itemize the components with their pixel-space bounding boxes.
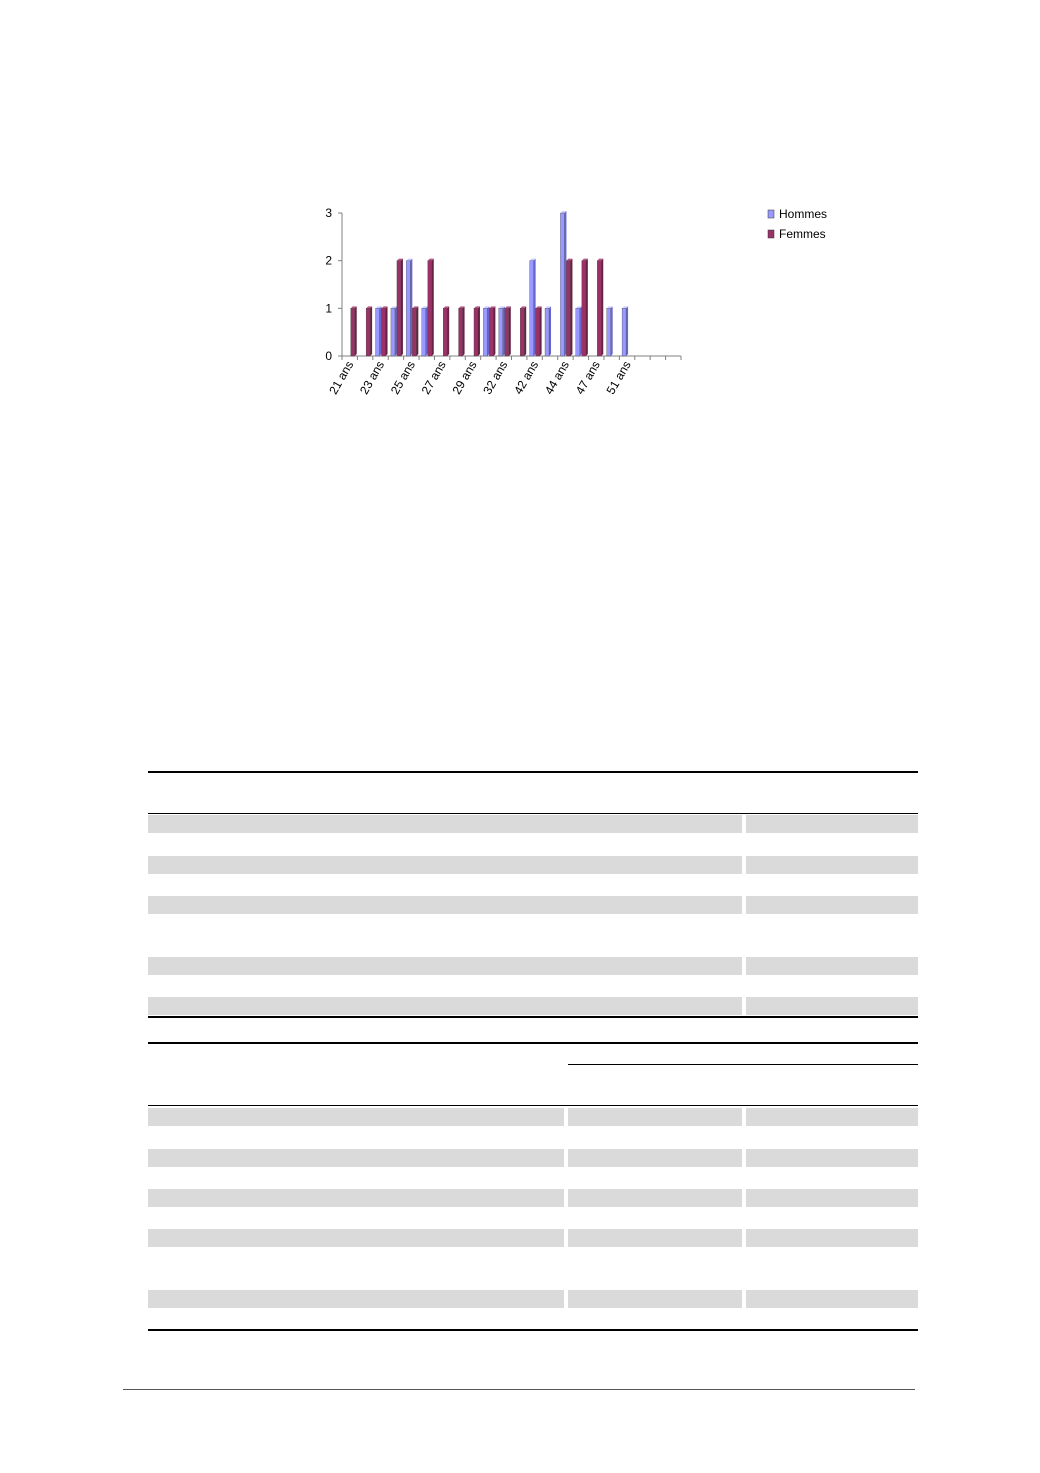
- x-tick-label: 27 ans: [418, 358, 449, 397]
- table-2-top-rule: [148, 1042, 918, 1044]
- table-row: [148, 997, 918, 1015]
- bar-femmes: [520, 308, 524, 356]
- bar-femmes: [597, 261, 601, 356]
- footer-rule: [123, 1389, 915, 1390]
- x-tick-label: 51 ans: [603, 358, 634, 397]
- table-row: [148, 1189, 918, 1207]
- bar-side: [447, 306, 449, 356]
- column-gap: [742, 957, 746, 975]
- column-gap: [742, 1108, 746, 1126]
- bar-femmes: [459, 308, 463, 356]
- bar-side: [509, 306, 511, 356]
- column-gap: [742, 1189, 746, 1207]
- bar-side: [580, 306, 582, 356]
- column-gap: [742, 856, 746, 874]
- table-row: [148, 1229, 918, 1247]
- bar-femmes: [412, 308, 416, 356]
- table-row: [148, 1149, 918, 1167]
- bar-hommes: [576, 308, 580, 356]
- bar-femmes: [382, 308, 386, 356]
- table-2-header-rule: [148, 1105, 918, 1106]
- age-distribution-chart: [300, 195, 860, 435]
- bar-femmes: [536, 308, 540, 356]
- table-1-bottom-rule: [148, 1016, 918, 1018]
- bar-hommes: [422, 308, 426, 356]
- bar-hommes: [499, 308, 503, 356]
- table-row: [148, 896, 918, 914]
- bar-side: [386, 306, 388, 356]
- table-2-bottom-rule: [148, 1329, 918, 1331]
- legend-swatch: [768, 230, 774, 238]
- y-tick-label: 2: [325, 253, 332, 268]
- bar-side: [395, 306, 397, 356]
- bar-hommes: [607, 308, 611, 356]
- table-row: [148, 815, 918, 833]
- bar-side: [416, 306, 418, 356]
- x-tick-label: 47 ans: [572, 358, 603, 397]
- bar-side: [478, 306, 480, 356]
- bar-femmes: [428, 261, 432, 356]
- bar-femmes: [505, 308, 509, 356]
- x-tick-label: 42 ans: [511, 358, 542, 397]
- bar-hommes: [560, 213, 564, 356]
- bar-side: [426, 306, 428, 356]
- y-tick-label: 1: [325, 301, 332, 316]
- bar-femmes: [474, 308, 478, 356]
- bar-hommes: [391, 308, 395, 356]
- column-gap: [564, 1108, 568, 1126]
- table-row: [148, 1108, 918, 1126]
- bar-side: [564, 211, 566, 356]
- bar-hommes: [622, 308, 626, 356]
- chart-svg: [300, 195, 860, 435]
- bar-hommes: [483, 308, 487, 356]
- bar-side: [401, 259, 403, 356]
- legend-label: Femmes: [779, 227, 826, 241]
- bar-side: [626, 306, 628, 356]
- table-2-subheader-rule: [568, 1064, 918, 1065]
- bar-side: [487, 306, 489, 356]
- x-tick-label: 21 ans: [326, 358, 357, 397]
- y-tick-label: 0: [325, 349, 332, 363]
- bar-side: [370, 306, 372, 356]
- bar-femmes: [366, 308, 370, 356]
- bar-femmes: [566, 261, 570, 356]
- bar-side: [534, 259, 536, 356]
- bar-side: [601, 259, 603, 356]
- x-tick-label: 32 ans: [480, 358, 511, 397]
- column-gap: [742, 997, 746, 1015]
- bar-femmes: [397, 261, 401, 356]
- bar-hommes: [376, 308, 380, 356]
- column-gap: [564, 1149, 568, 1167]
- bar-femmes: [582, 261, 586, 356]
- table-1-top-rule: [148, 771, 918, 773]
- table-1-header-rule: [148, 813, 918, 814]
- bar-hommes: [545, 308, 549, 356]
- bar-femmes: [443, 308, 447, 356]
- bar-side: [463, 306, 465, 356]
- column-gap: [742, 815, 746, 833]
- column-gap: [742, 1149, 746, 1167]
- x-tick-label: 23 ans: [356, 358, 388, 397]
- column-gap: [564, 1189, 568, 1207]
- table-row: [148, 957, 918, 975]
- bar-side: [549, 306, 551, 356]
- table-row: [148, 1290, 918, 1308]
- table-row: [148, 856, 918, 874]
- bar-side: [432, 259, 434, 356]
- x-tick-label: 25 ans: [387, 358, 418, 397]
- bar-femmes: [351, 308, 355, 356]
- y-tick-label: 3: [325, 206, 332, 220]
- bar-hommes: [530, 261, 534, 356]
- bar-side: [570, 259, 572, 356]
- column-gap: [564, 1290, 568, 1308]
- x-tick-label: 44 ans: [541, 358, 573, 397]
- legend-label: Hommes: [779, 207, 828, 221]
- bar-side: [493, 306, 495, 356]
- column-gap: [564, 1229, 568, 1247]
- bar-side: [540, 306, 542, 356]
- bar-hommes: [406, 261, 410, 356]
- column-gap: [742, 896, 746, 914]
- bar-side: [524, 306, 526, 356]
- bar-side: [380, 306, 382, 356]
- bar-side: [611, 306, 613, 356]
- x-tick-label: 29 ans: [449, 358, 480, 397]
- bar-side: [355, 306, 357, 356]
- column-gap: [742, 1290, 746, 1308]
- bar-side: [410, 259, 412, 356]
- bar-side: [586, 259, 588, 356]
- bar-side: [503, 306, 505, 356]
- legend-swatch: [768, 210, 774, 218]
- column-gap: [742, 1229, 746, 1247]
- bar-femmes: [489, 308, 493, 356]
